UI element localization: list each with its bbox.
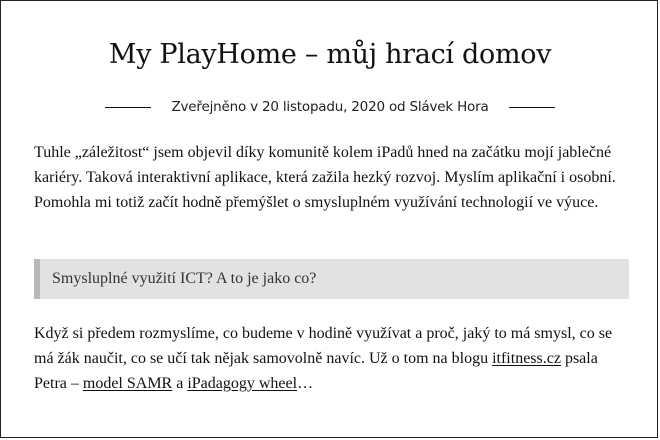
author-prefix: od — [388, 99, 406, 115]
published-date[interactable]: 20 listopadu, 2020 — [261, 99, 385, 115]
meta-divider-left — [105, 107, 151, 108]
meta-text — [171, 99, 488, 115]
post-meta — [1, 94, 659, 120]
body-paragraph — [34, 321, 629, 396]
section-heading-box — [34, 259, 629, 299]
intro-paragraph: Tuhle „záležitost“ jsem objevil díky komunitě kolem iPadů hned na začátku mojí jablečné kariéry. Taková interaktivní aplikace, která zažila hezký rozvoj. Myslím aplikační i osobní. Pomohla mi totiž začít hodně přemýšlet o smysluplném využívání technologií ve výuce. — [34, 144, 616, 211]
body-text-end: … — [297, 375, 314, 392]
body-text-before: Když si předem rozmyslíme, co budeme v hodině využívat a proč, jaký to má smysl, co se má žák naučit, co se učí tak nějak samovolně navíc. Už o tom na blogu — [34, 325, 613, 367]
meta-divider-right — [509, 107, 555, 108]
body-text-mid1: psala Petra – — [34, 350, 598, 392]
page-title: My PlayHome – můj hrací domov — [108, 39, 552, 70]
body-text-mid2: a — [172, 375, 188, 392]
author-name[interactable]: Slávek Hora — [409, 99, 489, 115]
link-itfitness[interactable]: itfitness.cz — [492, 350, 561, 367]
published-label: Zveřejněno v — [171, 99, 258, 115]
link-model-samr[interactable]: model SAMR — [82, 375, 173, 392]
link-ipadagogy-wheel[interactable]: iPadagogy wheel — [187, 375, 298, 392]
section-heading: Smysluplné využití ICT? A to je jako co? — [52, 270, 317, 287]
